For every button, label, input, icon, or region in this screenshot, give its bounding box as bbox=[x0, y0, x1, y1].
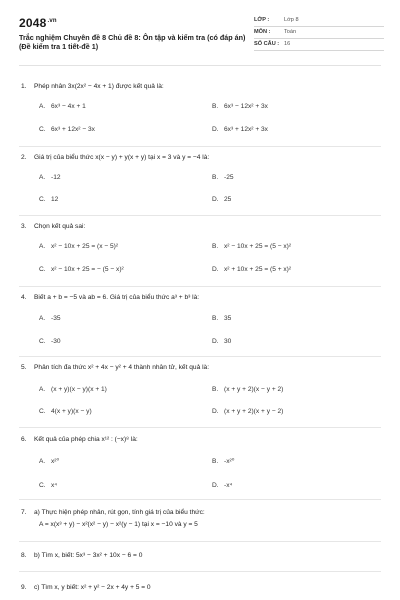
question-divider bbox=[19, 286, 381, 287]
option-b[interactable]: B. 35 bbox=[212, 315, 232, 322]
meta-table bbox=[254, 15, 384, 51]
option-d[interactable]: D. (x + y + 2)(x + y − 2) bbox=[212, 408, 284, 415]
option-a[interactable]: A. 6x³ − 4x + 1 bbox=[39, 103, 86, 110]
question-divider bbox=[19, 356, 381, 357]
question-text: Biết a + b = −5 và ab = 6. Giá trị của biểu thức a³ + b³ là: bbox=[34, 294, 200, 301]
option-d[interactable]: D. 25 bbox=[212, 196, 232, 203]
question-text: c) Tìm x, y biết: x² + y² − 2x + 4y + 5 = 0 bbox=[34, 584, 151, 591]
option-c[interactable]: C. x⁴ bbox=[39, 482, 58, 489]
question-text: Phép nhân 3x(2x² − 4x + 1) được kết quả là: bbox=[34, 83, 164, 90]
option-a[interactable]: A. x² − 10x + 25 = (x − 5)² bbox=[39, 243, 119, 250]
option-d[interactable]: D. -x⁴ bbox=[212, 482, 233, 489]
question-divider bbox=[19, 499, 381, 500]
option-a[interactable]: A. (x + y)(x − y)(x + 1) bbox=[39, 386, 107, 393]
meta-row-class: LỚP : Lớp 8 bbox=[254, 15, 384, 27]
option-c[interactable]: C. x² − 10x + 25 = − (5 − x)² bbox=[39, 266, 124, 273]
header-divider bbox=[19, 65, 381, 66]
option-b[interactable]: B. (x + y + 2)(x − y + 2) bbox=[212, 386, 284, 393]
question-text: Giá trị của biểu thức x(x − y) + y(x + y) tại x = 3 và y = −4 là: bbox=[34, 154, 210, 161]
option-a[interactable]: A. -35 bbox=[39, 315, 61, 322]
option-b[interactable]: B. 6x³ − 12x² + 3x bbox=[212, 103, 268, 110]
option-b[interactable]: B. x² − 10x + 25 = (5 − x)² bbox=[212, 243, 292, 250]
question-text: a) Thực hiện phép nhân, rút gọn, tính giá trị của biểu thức: bbox=[34, 509, 205, 516]
question-expression: A = x(x³ + y) − x²(x² − y) − x²(y − 1) tại x = −10 và y = 5 bbox=[39, 521, 198, 528]
question-divider bbox=[19, 215, 381, 216]
option-c[interactable]: C. -30 bbox=[39, 338, 61, 345]
meta-row-count: SỐ CÂU : 16 bbox=[254, 39, 384, 51]
site-logo[interactable]: $2048^{.vn}$ bbox=[19, 16, 57, 30]
option-b[interactable]: B. -25 bbox=[212, 174, 234, 181]
option-c[interactable]: C. 12 bbox=[39, 196, 59, 203]
question-text: b) Tìm x, biết: 5x³ − 3x² + 10x − 6 = 0 bbox=[34, 552, 143, 559]
option-c[interactable]: C. 4(x + y)(x − y) bbox=[39, 408, 92, 415]
page-header bbox=[0, 0, 400, 66]
question-divider bbox=[19, 146, 381, 147]
question-divider bbox=[19, 571, 381, 572]
question-text: Chọn kết quả sai: bbox=[34, 223, 86, 230]
question-text: Phân tích đa thức x² + 4x − y² + 4 thành nhân tử, kết quả là: bbox=[34, 364, 210, 371]
question-text: Kết quả của phép chia x¹² : (−x)⁸ là: bbox=[34, 436, 138, 443]
meta-row-subject: MÔN : Toán bbox=[254, 27, 384, 39]
option-b[interactable]: B. -x²⁰ bbox=[212, 458, 235, 465]
option-a[interactable]: A. -12 bbox=[39, 174, 61, 181]
question-divider bbox=[19, 541, 381, 542]
option-d[interactable]: D. 30 bbox=[212, 338, 232, 345]
option-c[interactable]: C. 6x³ + 12x² − 3x bbox=[39, 126, 95, 133]
page-title: Trắc nghiệm Chuyên đề 8 Chủ đề 8: Ôn tập và kiểm tra (có đáp án) (Đề kiểm tra 1 tiết-đề 1) bbox=[19, 33, 246, 52]
option-d[interactable]: D. 6x³ + 12x² + 3x bbox=[212, 126, 268, 133]
question-divider bbox=[19, 427, 381, 428]
option-d[interactable]: D. x² + 10x + 25 = (5 + x)² bbox=[212, 266, 292, 273]
option-a[interactable]: A. x²⁰ bbox=[39, 458, 60, 465]
